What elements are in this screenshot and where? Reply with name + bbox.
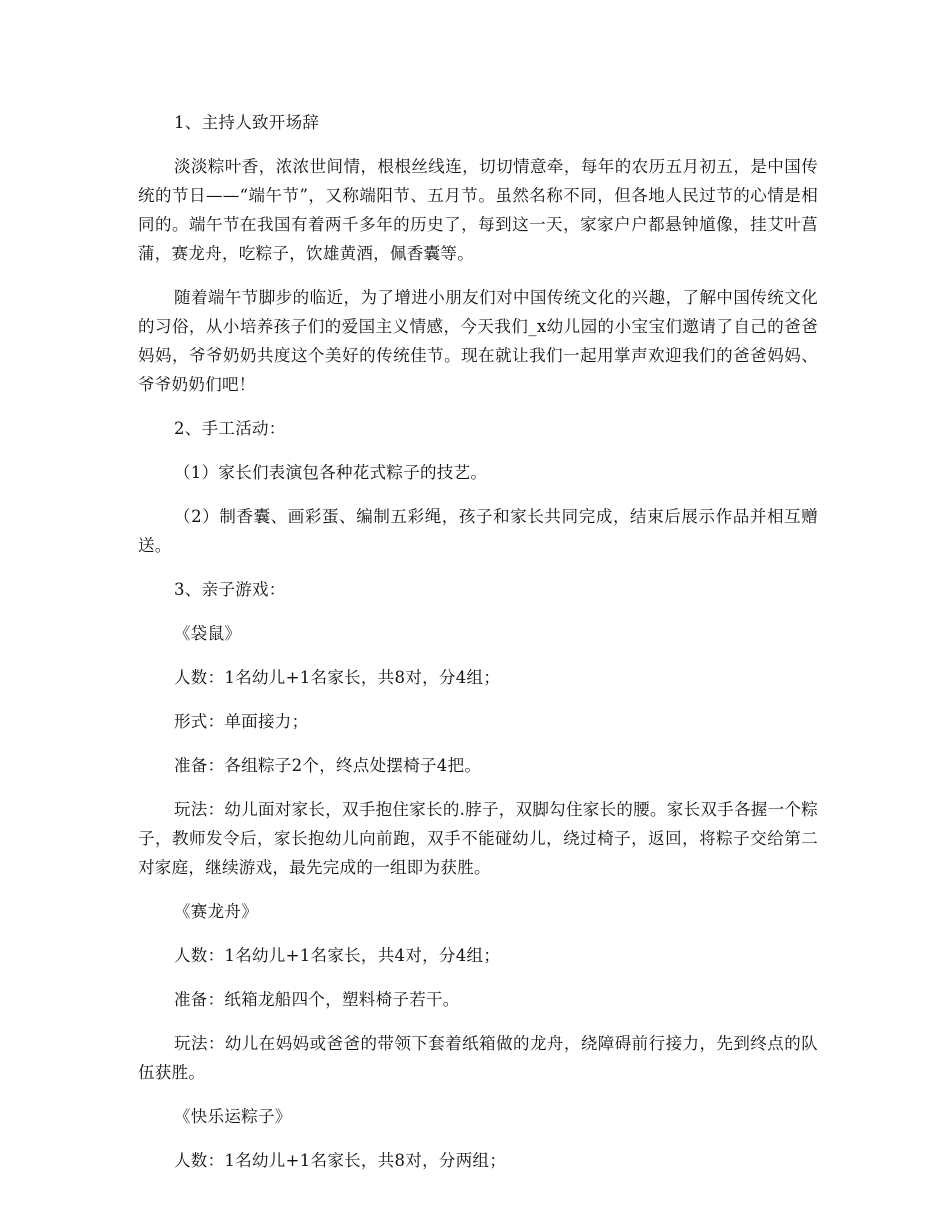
dragon-boat-rules: 玩法：幼儿在妈妈或爸爸的带领下套着纸箱做的龙舟，绕障碍前行接力，先到终点的队伍获胜。 [138, 1034, 818, 1082]
document-body [138, 108, 818, 1190]
kangaroo-format: 形式：单面接力； [174, 712, 309, 731]
section-heading-opening-speech: 1、主持人致开场辞 [174, 113, 320, 132]
game-title-kangaroo: 《袋鼠》 [174, 624, 242, 643]
carry-zongzi-participants: 人数：1名幼儿+1名家长，共8对，分两组； [174, 1151, 507, 1170]
game-title-dragon-boat: 《赛龙舟》 [174, 902, 258, 921]
section-heading-parent-child-games: 3、亲子游戏： [174, 580, 286, 599]
game-title-carry-zongzi: 《快乐运粽子》 [174, 1107, 292, 1126]
dragon-boat-preparation: 准备：纸箱龙船四个，塑料椅子若干。 [174, 990, 460, 1009]
opening-paragraph-welcome: 随着端午节脚步的临近，为了增进小朋友们对中国传统文化的兴趣，了解中国传统文化的习俗，从小培养孩子们的爱国主义情感，今天我们_x幼儿园的小宝宝们邀请了自己的爸爸妈妈，爷爷奶奶共度这个美好的传统佳节。现在就让我们一起用掌声欢迎我们的爸爸妈妈、爷爷奶奶们吧！ [138, 288, 818, 394]
kangaroo-rules: 玩法：幼儿面对家长，双手抱住家长的.脖子，双脚勾住家长的腰。家长双手各握一个粽子，教师发令后，家长抱幼儿向前跑，双手不能碰幼儿，绕过椅子，返回，将粽子交给第二对家庭，继续游戏，最先完成的一组即为获胜。 [138, 800, 818, 877]
opening-paragraph-festival-intro: 淡淡粽叶香，浓浓世间情，根根丝线连，切切情意牵，每年的农历五月初五，是中国传统的节日——“端午节”，又称端阳节、五月节。虽然名称不同，但各地人民过节的心情是相同的。端午节在我国有着两千多年的历史了，每到这一天，家家户户都悬钟馗像，挂艾叶菖蒲，赛龙舟，吃粽子，饮雄黄酒，佩香囊等。 [138, 157, 818, 263]
dragon-boat-participants: 人数：1名幼儿+1名家长，共4对，分4组； [174, 946, 501, 965]
handicraft-item-1: （1）家长们表演包各种花式粽子的技艺。 [174, 463, 488, 482]
kangaroo-participants: 人数：1名幼儿+1名家长，共8对，分4组； [174, 668, 501, 687]
section-heading-handicraft: 2、手工活动： [174, 419, 286, 438]
handicraft-item-2: （2）制香囊、画彩蛋、编制五彩绳，孩子和家长共同完成，结束后展示作品并相互赠送。 [138, 507, 818, 555]
kangaroo-preparation: 准备：各组粽子2个，终点处摆椅子4把。 [174, 756, 482, 775]
